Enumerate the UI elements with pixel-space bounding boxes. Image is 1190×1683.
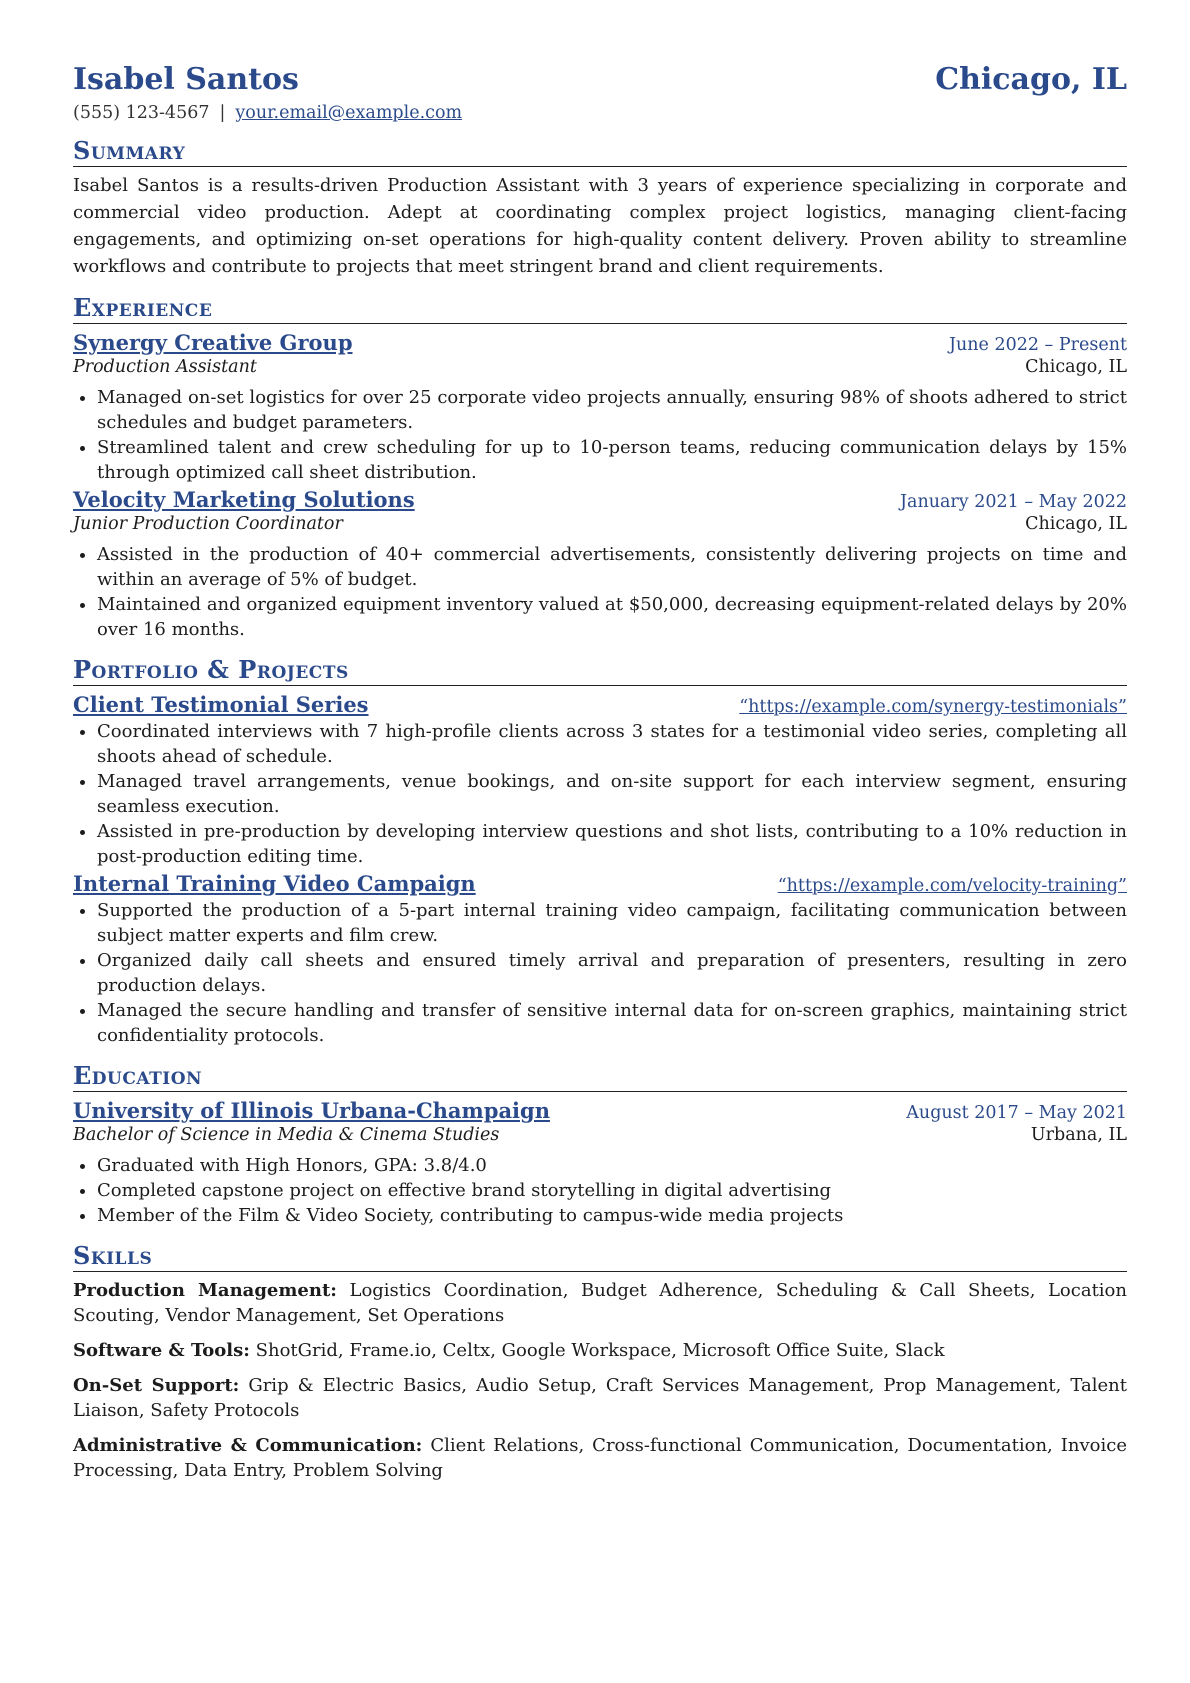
skill-row [73,1373,1127,1423]
bullet-item: • Member of the Film & Video Society, contributing to campus-wide media projects [97,1203,1127,1228]
entry-location: Chicago, IL [1025,514,1127,534]
bullet-list [73,898,1127,1048]
bullet-item: • Managed on-set logistics for over 25 corporate video projects annually, ensuring 98% of shoots adhered to strict schedules and budget parameters. [97,385,1127,435]
section-title-summary: Summary [73,137,1127,167]
skill-label: On-Set Support: [73,1375,240,1396]
bullet-list [73,1153,1127,1228]
phone: (555) 123-4567 [73,103,210,123]
candidate-name: Isabel Santos [73,62,299,97]
section-title-experience: Experience [73,294,1127,324]
skill-value: Logistics Coordination, Budget Adherence, Scheduling & Call Sheets, Location Scouting, Vendor Management, Set Operations [73,1280,1127,1326]
skill-label: Software & Tools: [73,1340,250,1361]
entry-dates: January 2021 – May 2022 [900,492,1127,512]
skill-row [73,1433,1127,1483]
bullet-item: • Graduated with High Honors, GPA: 3.8/4.0 [97,1153,1127,1178]
bullet-list [73,719,1127,869]
bullet-item: • Organized daily call sheets and ensured timely arrival and preparation of presenters, resulting in zero production delays. [97,948,1127,998]
bullet-item: • Assisted in the production of 40+ commercial advertisements, consistently delivering projects on time and within an average of 5% of budget. [97,542,1127,592]
bullet-item: • Coordinated interviews with 7 high-profile clients across 3 states for a testimonial video series, completing all shoots ahead of schedule. [97,719,1127,769]
skill-value: Grip & Electric Basics, Audio Setup, Craft Services Management, Prop Management, Talent Liaison, Safety Protocols [73,1375,1127,1421]
skill-label: Administrative & Communication: [73,1435,423,1456]
skill-row [73,1278,1127,1328]
experience-entry [73,330,1127,485]
project-entry [73,871,1127,1048]
bullet-list [73,385,1127,485]
contact-separator: | [219,103,226,123]
skill-row [73,1338,1127,1363]
entry-dates: August 2017 – May 2021 [906,1103,1127,1123]
candidate-location: Chicago, IL [935,62,1127,97]
section-title-education: Education [73,1062,1127,1092]
company-link[interactable]: Synergy Creative Group [73,330,353,355]
bullet-item: • Streamlined talent and crew scheduling for up to 10-person teams, reducing communication delays by 15% through optimized call sheet distribution. [97,435,1127,485]
bullet-item: • Managed the secure handling and transfer of sensitive internal data for on-screen graphics, maintaining strict confidentiality protocols. [97,998,1127,1048]
skill-value: ShotGrid, Frame.io, Celtx, Google Workspace, Microsoft Office Suite, Slack [255,1340,945,1361]
experience-entry [73,487,1127,642]
company-link[interactable]: Velocity Marketing Solutions [73,487,415,512]
bullet-list [73,542,1127,642]
entry-location: Urbana, IL [1030,1125,1127,1145]
job-title: Junior Production Coordinator [73,514,343,534]
bullet-item: • Supported the production of a 5-part internal training video campaign, facilitating communication between subject matter experts and film crew. [97,898,1127,948]
project-url[interactable]: “https://example.com/synergy-testimonials” [739,697,1127,717]
project-link[interactable]: Client Testimonial Series [73,692,369,717]
skill-value: Client Relations, Cross-functional Communication, Documentation, Invoice Processing, Data Entry, Problem Solving [73,1435,1127,1481]
bullet-item: • Assisted in pre-production by developing interview questions and shot lists, contributing to a 10% reduction in post-production editing time. [97,819,1127,869]
job-title: Production Assistant [73,357,257,377]
bullet-item: • Completed capstone project on effective brand storytelling in digital advertising [97,1178,1127,1203]
skill-label: Production Management: [73,1280,337,1301]
skills-list [73,1278,1127,1483]
project-link[interactable]: Internal Training Video Campaign [73,871,476,896]
header [73,62,1127,97]
bullet-item: • Maintained and organized equipment inventory valued at $50,000, decreasing equipment-related delays by 20% over 16 months. [97,592,1127,642]
email-link[interactable]: your.email@example.com [235,103,463,123]
education-entry [73,1098,1127,1228]
section-title-projects: Portfolio & Projects [73,656,1127,686]
degree: Bachelor of Science in Media & Cinema Studies [73,1125,500,1145]
school-link[interactable]: University of Illinois Urbana-Champaign [73,1098,550,1123]
summary-text: Isabel Santos is a results-driven Production Assistant with 3 years of experience specializing in corporate and commercial video production. Adept at coordinating complex project logistics, managing client-facing engagements, and optimizing on-set operations for high-quality content delivery. Proven ability to streamline workflows and contribute to projects that meet stringent brand and client requirements. [73,175,1127,277]
resume-page [73,62,1127,1483]
bullet-item: • Managed travel arrangements, venue bookings, and on-site support for each interview segment, ensuring seamless execution. [97,769,1127,819]
project-url[interactable]: “https://example.com/velocity-training” [777,876,1127,896]
entry-location: Chicago, IL [1025,357,1127,377]
entry-dates: June 2022 – Present [948,335,1127,355]
section-title-skills: Skills [73,1242,1127,1272]
project-entry [73,692,1127,869]
contact-line [73,103,1127,123]
